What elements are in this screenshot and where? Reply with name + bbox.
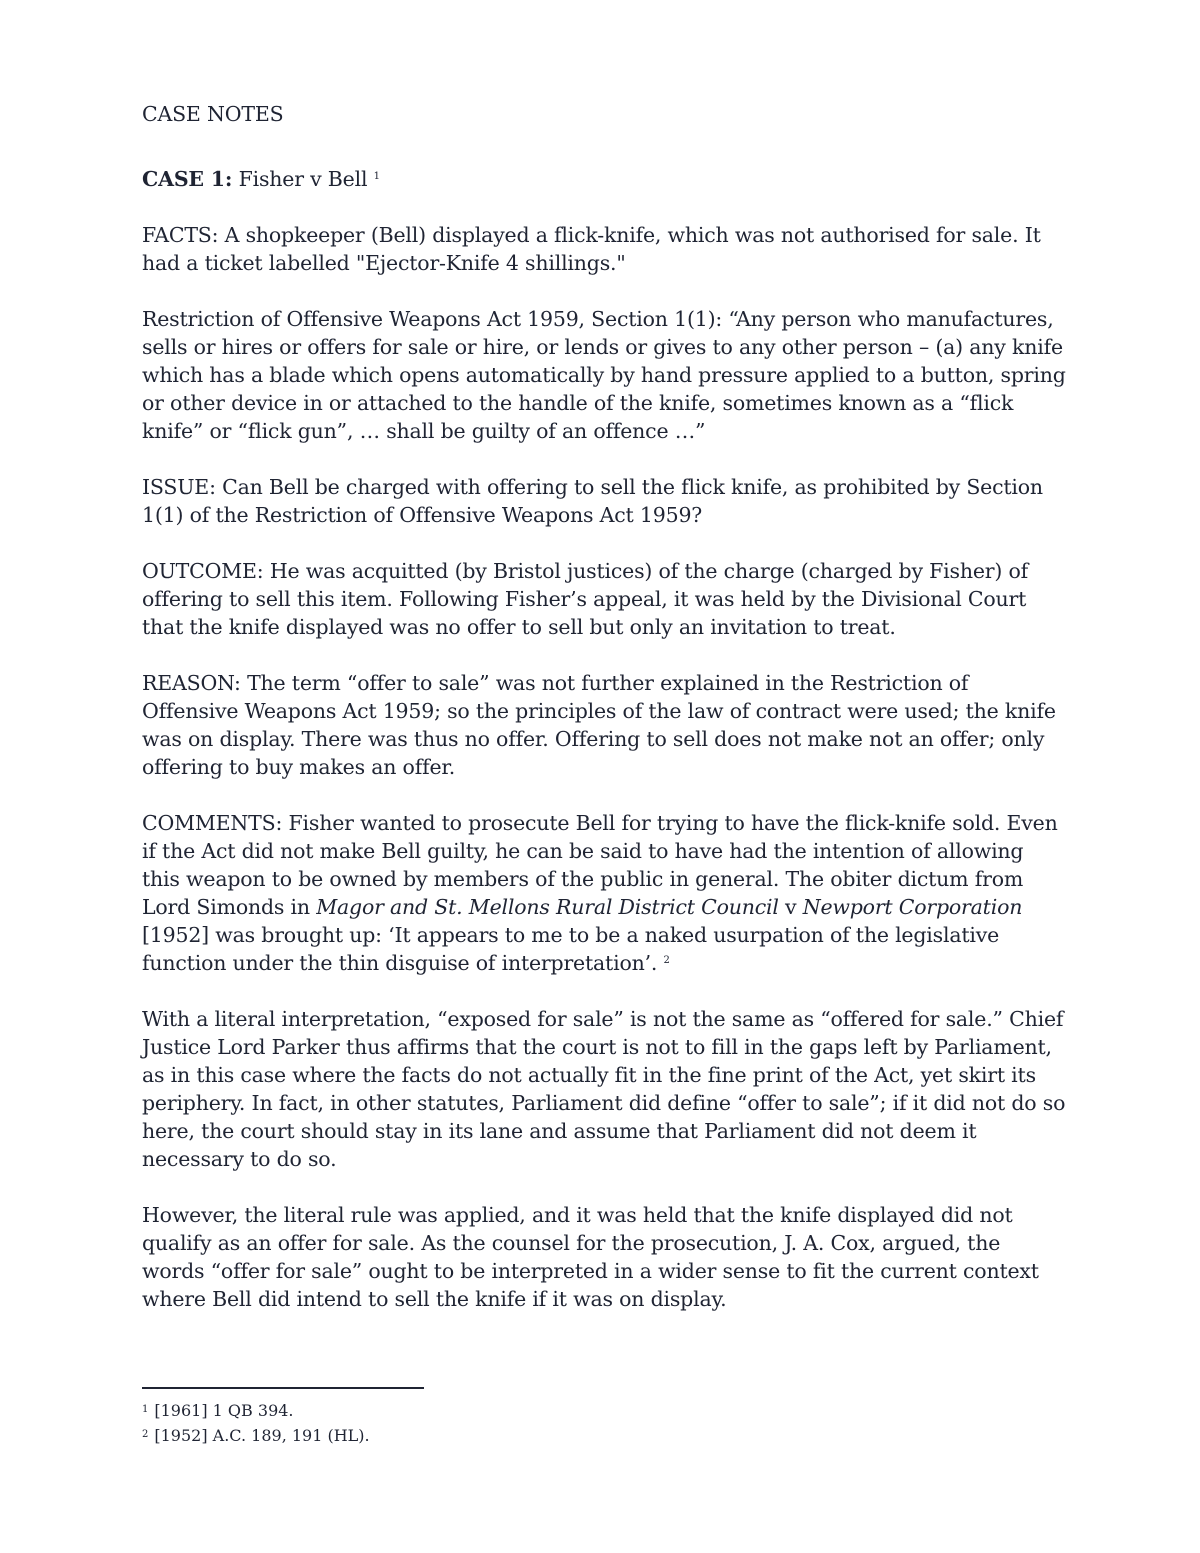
issue-paragraph: ISSUE: Can Bell be charged with offering to sell the flick knife, as prohibited by Section 1(1) of the Restriction of Offensive Weapons Act 1959? — [142, 475, 1043, 527]
case-heading — [142, 165, 1067, 193]
footnote-ref-2[interactable]: 2 — [663, 955, 670, 966]
footnote-separator — [142, 1387, 424, 1389]
footnote-mark: 1 — [142, 1404, 149, 1415]
footnotes — [142, 1398, 370, 1448]
literal-rule-paragraph: However, the literal rule was applied, and it was held that the knife displayed did not qualify as an offer for sale. As the counsel for the prosecution, J. A. Cox, argued, the words “offer for sale” ought to be interpreted in a wider sense to fit the current context where Bell did intend to sell the knife if it was on display. — [142, 1203, 1039, 1311]
footnote-text: [1961] 1 QB 394. — [154, 1401, 294, 1420]
facts-paragraph: FACTS: A shopkeeper (Bell) displayed a flick-knife, which was not authorised for sale. It had a ticket labelled "Ejector-Knife 4 shillings." — [142, 223, 1041, 275]
document-title: CASE NOTES — [142, 102, 284, 126]
footnote-text: [1952] A.C. 189, 191 (HL). — [154, 1426, 370, 1445]
document-body — [142, 100, 1067, 1313]
comments-paragraph — [142, 809, 1067, 977]
literal-interpretation-paragraph: With a literal interpretation, “exposed for sale” is not the same as “offered for sale.” Chief Justice Lord Parker thus affirms that the court is not to fill in the gaps left by Parliament, as in this case where the facts do not actually fit in the fine print of the Act, yet skirt its periphery. In fact, in other statutes, Parliament did define “offer to sale”; if it did not do so here, the court should stay in its lane and assume that Parliament did not deem it necessary to do so. — [142, 1007, 1066, 1171]
case-citation-magor: Magor and St. Mellons Rural District Council — [316, 895, 779, 919]
comments-text-2: v — [778, 895, 803, 919]
outcome-paragraph: OUTCOME: He was acquitted (by Bristol justices) of the charge (charged by Fisher) of offering to sell this item. Following Fisher’s appeal, it was held by the Divisional Court that the knife displayed was no offer to sell but only an invitation to treat. — [142, 559, 1029, 639]
statute-paragraph: Restriction of Offensive Weapons Act 1959, Section 1(1): “Any person who manufactures, sells or hires or offers for sale or hire, or lends or gives to any other person – (a) any knife which has a blade which opens automatically by hand pressure applied to a button, spring or other device in or attached to the handle of the knife, sometimes known as a “flick knife” or “flick gun”, … shall be guilty of an offence …” — [142, 307, 1066, 443]
case-name: Fisher v Bell — [238, 167, 368, 191]
footnote-1 — [142, 1398, 370, 1423]
footnote-2 — [142, 1423, 370, 1448]
footnote-ref-1[interactable]: 1 — [373, 171, 380, 182]
footnote-mark: 2 — [142, 1429, 149, 1440]
case-citation-newport: Newport Corporation — [802, 895, 1023, 919]
reason-paragraph: REASON: The term “offer to sale” was not further explained in the Restriction of Offensive Weapons Act 1959; so the principles of the law of contract were used; the knife was on display. There was thus no offer. Offering to sell does not make not an offer; only offering to buy makes an offer. — [142, 671, 1056, 779]
comments-text-3: [1952] was brought up: ‘It appears to me to be a naked usurpation of the legislative function under the thin disguise of interpretation’. — [142, 923, 1000, 975]
comments-text-1: COMMENTS: Fisher wanted to prosecute Bell for trying to have the flick-knife sold. Even if the Act did not make Bell guilty, he can be said to have had the intention of allowing this weapon to be owned by members of the public in general. The obiter dictum from Lord Simonds in — [142, 811, 1058, 919]
case-label: CASE 1: — [142, 167, 233, 191]
